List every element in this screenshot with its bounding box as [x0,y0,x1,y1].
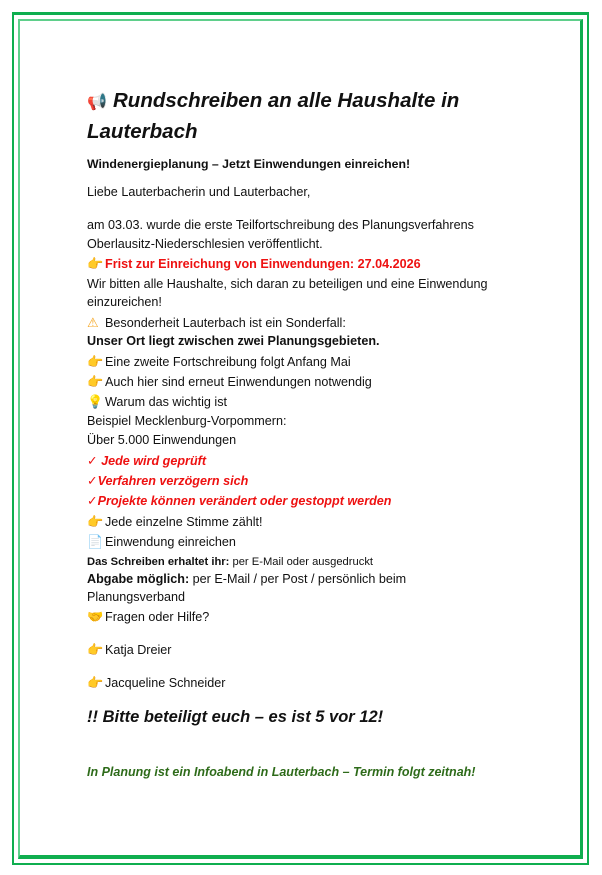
point-text: Warum das wichtig ist [105,395,228,409]
special-case-bold: Unser Ort liegt zwischen zwei Planungsgebieten. [87,334,380,348]
pointing-hand-icon: 👉 [87,675,104,690]
contact-item [87,675,225,691]
pointing-hand-icon: 👉 [87,374,104,389]
warning-icon: ⚠ [87,315,99,330]
special-case-line [87,315,346,331]
point-item [87,374,372,390]
checkmark-icon: ✓ [87,454,98,468]
subtitle: Windenergieplanung – Jetzt Einwendungen einreichen! [87,157,411,171]
delivery-label: Abgabe möglich: [87,572,190,586]
pointing-hand-icon: 👉 [87,642,104,657]
point-item [87,394,227,410]
help-text: Fragen oder Hilfe? [105,610,210,624]
delivery-value: per E-Mail / per Post / persönlich beim [192,572,407,586]
pointing-hand-icon: 👉 [87,256,104,271]
delivery-line [87,571,406,587]
check-text: Jede wird geprüft [101,454,207,468]
document-icon: 📄 [87,534,104,549]
check-text: Projekte können verändert oder gestoppt werden [97,494,392,508]
lightbulb-icon: 💡 [87,394,104,409]
letter-info-line [87,554,373,570]
request-line-2: einzureichen! [87,295,162,309]
point-text: Auch hier sind erneut Einwendungen notwendig [105,375,372,389]
help-line [87,609,209,625]
check-text: Verfahren verzögern sich [97,474,249,488]
pointing-hand-icon: 👉 [87,514,104,529]
footer-note: In Planung ist ein Infoabend in Lauterbach – Termin folgt zeitnah! [87,765,476,779]
example-line-2: Über 5.000 Einwendungen [87,433,237,447]
contact-item [87,642,172,658]
example-line-1: Beispiel Mecklenburg-Vorpommern: [87,414,287,428]
check-item [87,493,391,509]
check-item [87,453,206,469]
every-vote-line [87,514,263,530]
check-item [87,473,248,489]
submit-line [87,534,236,550]
handshake-icon: 🤝 [87,609,104,624]
megaphone-icon: 📢 [87,94,107,111]
letter-info-value: per E-Mail oder ausgedruckt [232,556,374,568]
submit-text: Einwendung einreichen [105,535,236,549]
greeting: Liebe Lauterbacherin und Lauterbacher, [87,185,311,199]
checkmark-icon: ✓ [87,474,98,488]
point-text: Eine zweite Fortschreibung folgt Anfang Mai [105,355,351,369]
delivery-line-2: Planungsverband [87,590,186,604]
intro-line-2: Oberlausitz-Niederschlesien veröffentlicht. [87,237,323,251]
pointing-hand-icon: 👉 [87,354,104,369]
title-line-2: Lauterbach [87,120,198,143]
title-line-1: Rundschreiben an alle Haushalte in [113,89,460,112]
every-vote-text: Jede einzelne Stimme zählt! [105,515,263,529]
deadline-line [87,256,421,272]
deadline-text: Frist zur Einreichung von Einwendungen: 27.04.2026 [105,257,421,271]
special-case-text: Besonderheit Lauterbach ist ein Sonderfall: [105,316,346,330]
contact-name: Jacqueline Schneider [105,676,226,690]
request-line-1: Wir bitten alle Haushalte, sich daran zu beteiligen und eine Einwendung [87,277,488,291]
closing-appeal: !! Bitte beteiligt euch – es ist 5 vor 12! [87,708,384,726]
intro-line-1: am 03.03. wurde die erste Teilfortschreibung des Planungsverfahrens [87,218,474,232]
letter-info-label: Das Schreiben erhaltet ihr: [87,556,230,568]
point-item [87,354,351,370]
checkmark-icon: ✓ [87,494,98,508]
contact-name: Katja Dreier [105,643,172,657]
page-title [87,86,507,146]
